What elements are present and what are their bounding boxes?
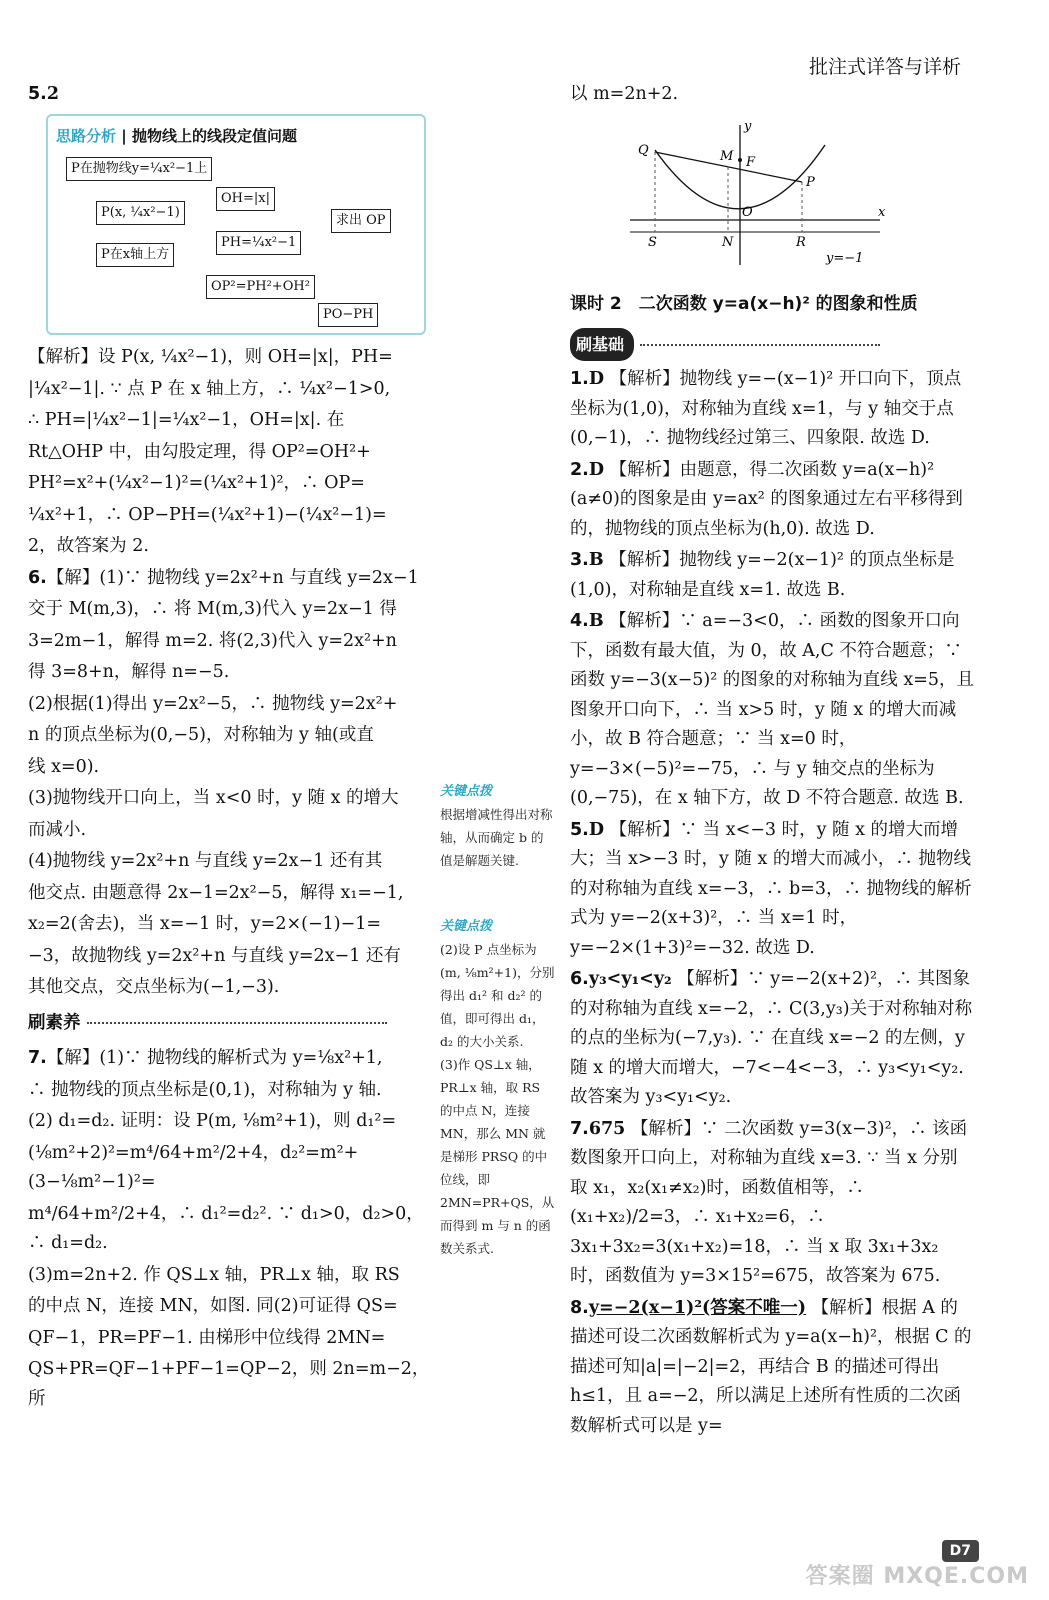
r-q6 (570, 965, 975, 1113)
q6-line-11: 他交点. 由题意得 2x−1=2x²−5，解得 x₁=−1, (28, 882, 404, 903)
q6-line-7: 线 x=0). (28, 756, 100, 777)
r-q5-ans: D (588, 819, 605, 840)
r-q1-ans: D (588, 369, 605, 389)
side-note-2 (440, 915, 555, 1260)
r-q2-num: 2. (570, 459, 589, 480)
flow-node-8: PO−PH (318, 303, 378, 327)
q6-line-13: −3，故抛物线 y=2x²+n 与直线 y=2x−1 还有 (28, 945, 401, 966)
q7-line-7: 的中点 N，连接 MN，如图. 同(2)可证得 QS= (28, 1296, 398, 1316)
label-y: y (744, 119, 752, 134)
r-q6-ans: y₃<y₁<y₂ (588, 969, 672, 989)
r-q5-text: 【解析】∵ 当 x<−3 时，y 随 x 的增大而增大；当 x>−3 时，y 随 x 的增大而减小，∴ 抛物线的对称轴为直线 x=−3，∴ b=3，∴ 抛物线的解析式为 y=−2(x+3)²，∴ 当 x=1 时，y=−2×(1+3)²=−32. 故选 D. (570, 819, 972, 958)
section-heading (28, 1009, 433, 1039)
flow-node-2: P(x, ¼x²−1) (96, 201, 185, 225)
q7-line-3: (2) d₁=d₂. 证明：设 P(m, ⅛m²+1)，则 d₁²= (28, 1111, 397, 1131)
r-q6-text: 【解析】∵ y=−2(x+2)²，∴ 其图象的对称轴为直线 x=−2，∴ C(3,y₃)关于对称轴对称的点的坐标为(−7,y₃). ∵ 在直线 x=−2 的左侧，y 随 x 的增大而增大，−7<−4<−3，∴ y₃<y₁<y₂. 故答案为 y₃<y₁<y₂. (570, 969, 973, 1107)
r-q4 (570, 607, 975, 814)
q5-answer: 2 (46, 84, 60, 104)
side-note-1-text: 根据增减性得出对称轴，从而确定 b 的值是解题关键. (440, 807, 553, 868)
r-q2 (570, 456, 975, 545)
r-q5 (570, 816, 975, 964)
page-header: 批注式详答与详析 (808, 56, 961, 78)
r-q5-num: 5. (570, 819, 589, 840)
focus-point (738, 158, 742, 162)
analysis-box-header: 思路分析 | 抛物线上的线段定值问题 (56, 126, 297, 145)
q5-number: 5. (28, 84, 47, 104)
analysis-box (46, 114, 426, 336)
r-q1 (570, 365, 975, 454)
q5-line-6: ¼x²+1，∴ OP−PH=(¼x²+1)−(¼x²−1)= (28, 504, 387, 525)
q6-line-6: n 的顶点坐标为(0,−5)，对称轴为 y 轴(或直 (28, 725, 374, 745)
r-q2-text: 【解析】由题意，得二次函数 y=a(x−h)² (a≠0)的图象是由 y=ax² 的图象通过左右平移得到的，抛物线的顶点坐标为(h,0). 故选 D. (570, 459, 963, 539)
r-q3-num: 3. (570, 550, 589, 570)
side-note-1-head: 关键点拨 (440, 784, 493, 799)
q6-line-1: 【解】(1)∵ 抛物线 y=2x²+n 与直线 y=2x−1 (46, 567, 419, 588)
q6-line-8: (3)抛物线开口向上，当 x<0 时，y 随 x 的增大 (28, 788, 399, 808)
badge-dots (640, 344, 880, 346)
side-note-2-text: (2)设 P 点坐标为(m, ⅛m²+1)，分别得出 d₁² 和 d₂² 的值，即可得出 d₁，d₂ 的大小关系. (440, 942, 555, 1049)
r-q8 (570, 1294, 975, 1442)
q6-line-9: 而减小. (28, 819, 87, 840)
side-note-3-text: (3)作 QS⊥x 轴，PR⊥x 轴，取 RS 的中点 N，连接 MN，那么 MN 就是梯形 PRSQ 的中位线，即 2MN=PR+QS，从而得到 m 与 n 的函数关系式. (440, 1057, 555, 1256)
flow-node-4: OH=|x| (216, 187, 275, 211)
q7-number: 7. (28, 1048, 47, 1068)
label-line: y=−1 (826, 250, 864, 266)
lesson-title: 课时 2 二次函数 y=a(x−h)² 的图象和性质 (570, 294, 918, 314)
flow-node-3: P在x轴上方 (96, 243, 174, 267)
q7-line-5: m⁴/64+m²/2+4，∴ d₁²=d₂². ∵ d₁>0，d₂>0，∴ d₁=d₂. (28, 1203, 424, 1253)
r-q8-num: 8. (570, 1297, 589, 1318)
r-q3-text: 【解析】抛物线 y=−2(x−1)² 的顶点坐标是(1,0)，对称轴是直线 x=1. 故选 B. (570, 550, 955, 600)
r-q2-ans: D (588, 459, 605, 480)
r-q8-text: 【解析】根据 A 的描述可设二次函数解析式为 y=a(x−h)²，根据 C 的描述可知|a|=|−2|=2，再结合 B 的描述可得出 h≤1，且 a=−2，所以满足上述所有性质的二次函数解析式可以是 y= (570, 1297, 972, 1436)
flow-node-7: OP²=PH²+OH² (206, 275, 315, 299)
r-q1-text: 【解析】抛物线 y=−(x−1)² 开口向下，顶点坐标为(1,0)，对称轴为直线 x=1，与 y 轴交于点(0,−1)，∴ 抛物线经过第三、四象限. 故选 D. (570, 369, 962, 448)
flow-node-1: P在抛物线y=¼x²−1上 (66, 157, 212, 181)
q7-line-2: ∴ 抛物线的顶点坐标是(0,1)，对称轴为 y 轴. (28, 1079, 382, 1100)
label-M: M (720, 148, 734, 164)
r-q4-text: 【解析】∵ a=−3<0，∴ 函数的图象开口向下，函数有最大值，为 0，故 A,C 不符合题意；∵ 函数 y=−3(x−5)² 的图象的对称轴为直线 x=5，且图象开口向下，∴ 当 x>5 时，y 随 x 的增大而减小，故 B 符合题意；∵ 当 x=0 时，y=−3×(−5)²=−75，∴ 与 y 轴交点的坐标为(0,−75)，在 x 轴下方，故 D 不符合题意. 故选 B. (570, 611, 975, 808)
side-note-1 (440, 780, 555, 872)
label-F: F (746, 154, 756, 170)
right-column (570, 80, 975, 1443)
side-note-2-head: 关键点拨 (440, 919, 493, 934)
page-number: D7 (942, 1540, 979, 1562)
r-q7-num: 7. (570, 1118, 589, 1139)
label-x: x (878, 204, 886, 220)
label-O: O (742, 204, 753, 220)
watermark: 答案圈 MXQE.COM (805, 1564, 1029, 1589)
section-badge: 刷基础 (570, 328, 634, 362)
q6-line-4: 得 3=8+n，解得 n=−5. (28, 662, 230, 682)
q5-line-1: 【解析】设 P(x, ¼x²−1)，则 OH=|x|，PH= (28, 347, 393, 367)
q6-line-12: x₂=2(舍去)，当 x=−1 时，y=2×(−1)−1= (28, 914, 382, 934)
section-dots (87, 1022, 387, 1024)
q7-line-4: (⅛m²+2)²=m⁴/64+m²/2+4，d₂²=m²+(3−⅛m²−1)²= (28, 1142, 359, 1192)
label-R: R (796, 234, 806, 250)
r-q6-num: 6. (570, 969, 589, 989)
label-Q: Q (638, 142, 649, 158)
r-q4-num: 4. (570, 611, 589, 631)
r-q7-text: 【解析】∵ 二次函数 y=3(x−3)²，∴ 该函数图象开口向上，对称轴为直线 x=3. ∵ 当 x 分别取 x₁，x₂(x₁≠x₂)时，函数值相等，∴ (x₁+x₂)/2=3，∴ x₁+x₂=6，∴ 3x₁+3x₂=3(x₁+x₂)=18，∴ 当 x 取 3x₁+3x₂ 时，函数值为 y=3×15²=675，故答案为 675. (570, 1118, 968, 1286)
q5-line-3: ∴ PH=|¼x²−1|=¼x²−1，OH=|x|. 在 (28, 410, 345, 430)
r-q1-num: 1. (570, 369, 589, 389)
q6-number: 6. (28, 567, 47, 588)
q5-line-5: PH²=x²+(¼x²−1)²=(¼x²+1)²，∴ OP= (28, 473, 365, 493)
r-q4-ans: B (588, 611, 604, 631)
analysis-tag: 思路分析 (56, 126, 117, 145)
q7-line-1: 【解】(1)∵ 抛物线的解析式为 y=⅛x²+1, (46, 1048, 383, 1068)
parabola-figure (630, 120, 890, 270)
flow-node-5: PH=¼x²−1 (216, 231, 301, 255)
r-q8-ans: y=−2(x−1)²(答案不唯一) (588, 1297, 807, 1318)
label-N: N (722, 234, 734, 250)
q6-line-2: 交于 M(m,3)，∴ 将 M(m,3)代入 y=2x−1 得 (28, 599, 397, 619)
q5-line-2: |¼x²−1|. ∵ 点 P 在 x 轴上方，∴ ¼x²−1>0, (28, 378, 391, 399)
right-top-line: 以 m=2n+2. (570, 84, 679, 104)
q7-line-8: QF−1，PR=PF−1. 由梯形中位线得 2MN= (28, 1327, 386, 1348)
flow-node-6: 求出 OP (331, 209, 391, 233)
label-P: P (806, 174, 815, 190)
left-column (28, 80, 433, 1416)
q6-line-10: (4)抛物线 y=2x²+n 与直线 y=2x−1 还有其 (28, 851, 383, 871)
r-q7-ans: 675 (588, 1118, 626, 1139)
q7-line-6: (3)m=2n+2. 作 QS⊥x 轴，PR⊥x 轴，取 RS (28, 1264, 400, 1285)
label-S: S (648, 234, 657, 250)
q6-line-3: 3=2m−1，解得 m=2. 将(2,3)代入 y=2x²+n (28, 630, 397, 651)
r-q7 (570, 1115, 975, 1292)
analysis-title: 抛物线上的线段定值问题 (131, 126, 297, 145)
section-label: 刷素养 (28, 1012, 81, 1033)
r-q3 (570, 546, 975, 605)
flowchart (56, 157, 416, 327)
q6-line-14: 其他交点，交点坐标为(−1,−3). (28, 977, 280, 997)
r-q3-ans: B (588, 550, 604, 570)
q6-line-5: (2)根据(1)得出 y=2x²−5，∴ 抛物线 y=2x²+ (28, 693, 398, 714)
q5-line-7: 2，故答案为 2. (28, 536, 149, 556)
q5-line-4: Rt△OHP 中，由勾股定理，得 OP²=OH²+ (28, 441, 371, 462)
q7-line-9: QS+PR=QF−1+PF−1=QP−2，则 2n=m−2，所 (28, 1359, 430, 1409)
